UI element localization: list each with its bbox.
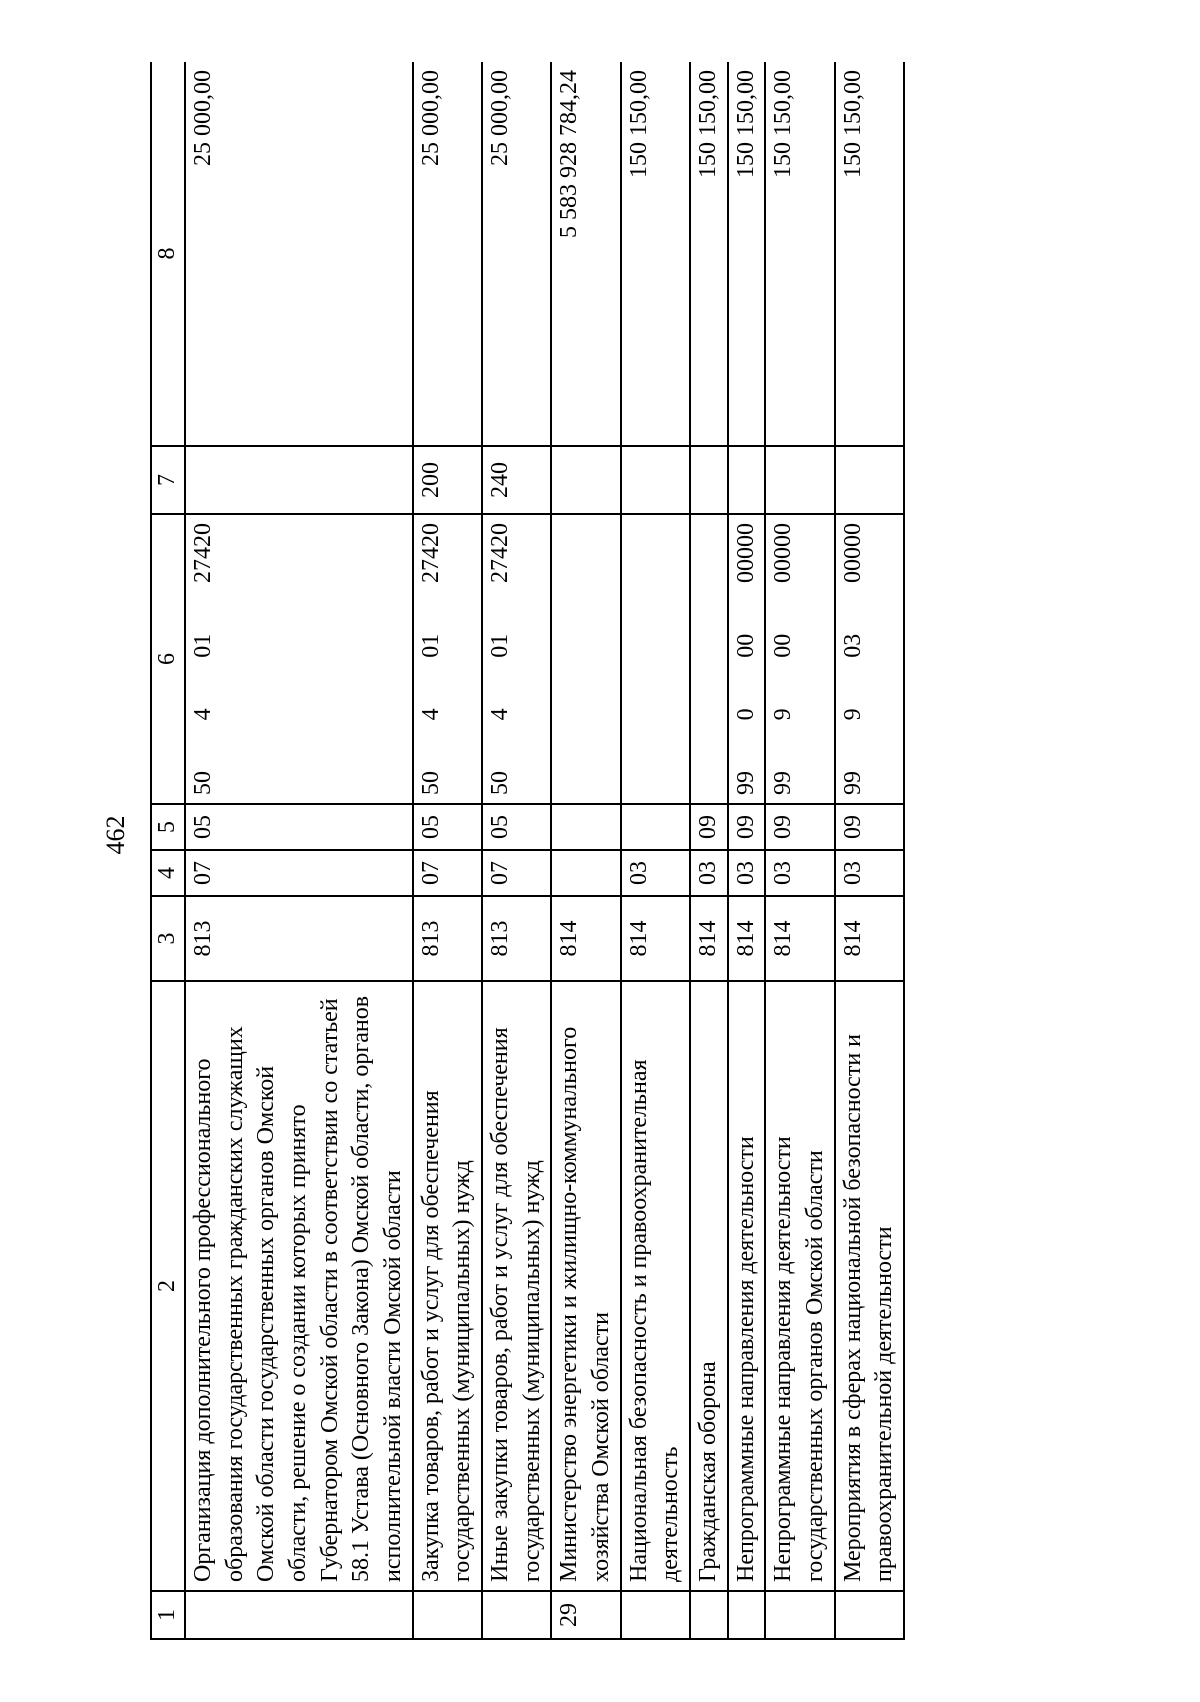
target-code-parts: [485, 523, 517, 795]
table-row: [551, 62, 620, 1639]
rotated-content: [150, 62, 1036, 1640]
header-col-2: 2: [151, 981, 185, 1591]
code-c6-cell: [765, 514, 834, 804]
code-c3-cell: 814: [835, 896, 904, 981]
amount-cell: 150 150,00: [621, 62, 690, 446]
target-code-part: 4: [190, 708, 216, 721]
row-name-cell: Организация дополнительного профессионального образования государственных гражданских служащих Омской области государственных органов Омской области, решение о создании которых принято Губернатором Омской области в соответствии со статьей 58.1 Устава (Основного Закона) Омской области, органов исполнительной власти Омской области: [185, 981, 413, 1591]
code-c5-cell: 09: [765, 804, 834, 850]
target-code-part: 9: [839, 708, 866, 721]
row-name-cell: Непрограммные направления деятельности государственных органов Омской области: [765, 981, 834, 1591]
header-col-3: 3: [151, 896, 185, 981]
code-c4-cell: 07: [482, 850, 551, 896]
target-code-part: 00000: [770, 523, 797, 584]
code-c7-cell: [185, 446, 413, 514]
header-col-7: 7: [151, 446, 185, 514]
code-c7-cell: [621, 446, 690, 514]
target-code-part: 27420: [190, 523, 216, 584]
target-code-part: 4: [417, 708, 444, 721]
table-row: [482, 62, 551, 1639]
code-c7-cell: [551, 446, 620, 514]
target-code-part: 03: [839, 633, 866, 658]
table-row: [621, 62, 690, 1639]
row-name-cell: Непрограммные направления деятельности: [728, 981, 766, 1591]
target-code-part: 9: [770, 708, 797, 721]
target-code-part: 99: [839, 771, 866, 795]
table-row: [690, 62, 728, 1639]
amount-cell: 150 150,00: [765, 62, 834, 446]
amount-cell: 5 583 928 784,24: [551, 62, 620, 446]
code-c5-cell: 09: [690, 804, 728, 850]
row-number-cell: [728, 1591, 766, 1639]
target-code-parts: [416, 523, 448, 795]
target-code-part: 99: [770, 771, 797, 795]
table-row: [185, 62, 413, 1639]
row-name-cell: Министерство энергетики и жилищно-коммунального хозяйства Омской области: [551, 981, 620, 1591]
code-c6-cell: [482, 514, 551, 804]
code-c6-cell: [835, 514, 904, 804]
code-c7-cell: [728, 446, 766, 514]
header-col-6: 6: [151, 514, 185, 804]
target-code-part: 00000: [839, 523, 866, 584]
target-code-part: 4: [487, 708, 514, 721]
code-c3-cell: 814: [690, 896, 728, 981]
amount-cell: 25 000,00: [482, 62, 551, 446]
target-code-part: 99: [732, 771, 759, 795]
amount-cell: 150 150,00: [728, 62, 766, 446]
code-c3-cell: 813: [482, 896, 551, 981]
code-c5-cell: 05: [413, 804, 482, 850]
rotated-table-wrapper: [150, 62, 1036, 1640]
code-c4-cell: [551, 850, 620, 896]
code-c5-cell: 09: [728, 804, 766, 850]
page-number: 462: [101, 815, 130, 855]
code-c5-cell: 05: [482, 804, 551, 850]
row-number-cell: [765, 1591, 834, 1639]
target-code-part: 0: [732, 708, 759, 721]
code-c4-cell: 03: [835, 850, 904, 896]
target-code-part: 01: [190, 633, 216, 658]
code-c5-cell: [551, 804, 620, 850]
code-c6-cell: [413, 514, 482, 804]
code-c6-cell: [690, 514, 728, 804]
row-number-cell: 29: [551, 1591, 620, 1639]
target-code-parts: [838, 523, 870, 795]
code-c5-cell: [621, 804, 690, 850]
code-c3-cell: 814: [728, 896, 766, 981]
code-c3-cell: 813: [185, 896, 413, 981]
code-c6-cell: [185, 514, 413, 804]
code-c5-cell: 09: [835, 804, 904, 850]
header-col-1: 1: [151, 1591, 185, 1639]
code-c7-cell: 240: [482, 446, 551, 514]
row-number-cell: [413, 1591, 482, 1639]
row-number-cell: [835, 1591, 904, 1639]
row-name-cell: Мероприятия в сферах национальной безопасности и правоохранительной деятельности: [835, 981, 904, 1591]
target-code-part: 27420: [487, 523, 514, 584]
code-c3-cell: 813: [413, 896, 482, 981]
code-c4-cell: 03: [728, 850, 766, 896]
target-code-part: 01: [417, 633, 444, 658]
target-code-part: 00: [732, 633, 759, 658]
table-row: [413, 62, 482, 1639]
header-col-5: 5: [151, 804, 185, 850]
code-c4-cell: 03: [621, 850, 690, 896]
row-name-cell: Гражданская оборона: [690, 981, 728, 1591]
table-row: [835, 62, 904, 1639]
code-c6-cell: [621, 514, 690, 804]
code-c7-cell: [835, 446, 904, 514]
row-number-cell: [185, 1591, 413, 1639]
amount-cell: 25 000,00: [413, 62, 482, 446]
code-c6-cell: [728, 514, 766, 804]
code-c3-cell: 814: [551, 896, 620, 981]
code-c3-cell: 814: [765, 896, 834, 981]
target-code-part: 50: [487, 771, 514, 795]
table-row: [728, 62, 766, 1639]
amount-cell: 25 000,00: [185, 62, 413, 446]
row-number-cell: [482, 1591, 551, 1639]
row-number-cell: [690, 1591, 728, 1639]
row-name-cell: Закупка товаров, работ и услуг для обеспечения государственных (муниципальных) нужд: [413, 981, 482, 1591]
target-code-part: 50: [417, 771, 444, 795]
code-c4-cell: 03: [765, 850, 834, 896]
code-c7-cell: 200: [413, 446, 482, 514]
target-code-part: 00: [770, 633, 797, 658]
code-c6-cell: [551, 514, 620, 804]
code-c4-cell: 07: [185, 850, 413, 896]
target-code-part: 01: [487, 633, 514, 658]
table-row: [765, 62, 834, 1639]
target-code-parts: [731, 523, 763, 795]
target-code-part: 50: [190, 771, 216, 795]
row-name-cell: Иные закупки товаров, работ и услуг для обеспечения государственных (муниципальных) нужд: [482, 981, 551, 1591]
code-c3-cell: 814: [621, 896, 690, 981]
header-row: [151, 62, 185, 1639]
code-c4-cell: 07: [413, 850, 482, 896]
header-col-8: 8: [151, 62, 185, 446]
target-code-part: 00000: [732, 523, 759, 584]
code-c4-cell: 03: [690, 850, 728, 896]
target-code-parts: [188, 523, 220, 795]
target-code-part: 27420: [417, 523, 444, 584]
amount-cell: 150 150,00: [835, 62, 904, 446]
target-code-parts: [768, 523, 800, 795]
code-c7-cell: [765, 446, 834, 514]
budget-table: [150, 62, 905, 1640]
code-c7-cell: [690, 446, 728, 514]
code-c5-cell: 05: [185, 804, 413, 850]
amount-cell: 150 150,00: [690, 62, 728, 446]
row-name-cell: Национальная безопасность и правоохранительная деятельность: [621, 981, 690, 1591]
row-number-cell: [621, 1591, 690, 1639]
header-col-4: 4: [151, 850, 185, 896]
